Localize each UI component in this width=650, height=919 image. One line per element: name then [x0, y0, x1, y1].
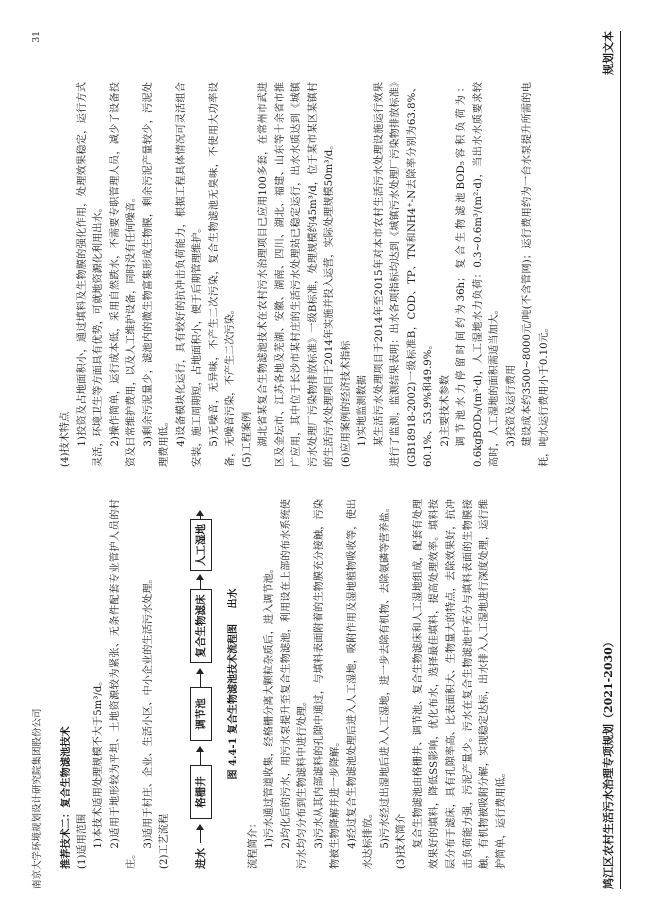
- paragraph: 建设成本约3500~8000元/吨(不含管网)；运行费用约为一台水泵提升所需的电耗，吨水运行费用小于0.10元。: [522, 82, 550, 467]
- paragraph: 1)本技术适用处理规模不大于5m³/d。: [93, 675, 105, 849]
- flow-out-label: 出水: [227, 588, 239, 609]
- right-column: [58, 82, 588, 467]
- paragraph: 3)剩余污泥量少，滤池内的微生物富集形成生物膜，剩余污泥产量较少，污泥处理费用低。: [142, 82, 171, 467]
- page-number: 31: [32, 31, 42, 43]
- left-column-bottom: [246, 499, 510, 869]
- header-title: 鸠江区农村生活污水治理专项规划（2021-2030）: [602, 636, 616, 889]
- left-column: [58, 499, 588, 869]
- flow-box-grille: 格栅井: [190, 765, 212, 819]
- flow-diagram: [180, 499, 224, 869]
- paragraph: 湖北省某复合生物滤池技术在农村污水治理项目已应用100多套，在常州市武进区及金坛市、江苏各地及芜湖、安徽、湖南、四川、湖北、福建、山东等十余省市推广应用，其中位于长沙市某村庄的生活污水处理站已稳定运行，出水水质达到《城镇污水处理厂污染物排放标准》一级B标准，处理规模约45m³/d，位于某市某区某镇村的生活污水处理项目于2014年实施并投入运营，实际处理规模50m³/d。: [258, 82, 336, 467]
- paragraph: (6)应用案例的经济技术指标: [340, 340, 352, 467]
- paragraph: 2)主要技术参数: [439, 375, 451, 447]
- flow-box-bio-filter: 复合生物滤床: [190, 589, 212, 663]
- paragraph: 5)污水经过出湿地后进入人工湿地，进一步去除有机物、去除氨磷等营养盐。: [379, 501, 391, 849]
- arrow-icon: [200, 669, 201, 687]
- paragraph: 1)污水通过管道收集，经格栅分离大颗粒杂质后，进入调节池。: [264, 563, 276, 849]
- paragraph: (2)工艺流程: [159, 813, 171, 869]
- flow-box-wetland: 人工湿地: [190, 519, 212, 571]
- paragraph: 1)实地监测数据: [357, 375, 369, 447]
- paragraph: (1)适用范围: [76, 813, 88, 869]
- paragraph: 4)设备模块化运行，具有较好的抗冲击负荷能力，根据工程具体情况可灵活组合安装，施工周期短，占地面积小，便于后期管理维护。: [175, 82, 204, 467]
- paragraph: 5)无噪音，无异味，不产生二次污染，复合生物滤池无臭味，不使用大功率设备，无噪音污染，不产生二次污染。: [208, 82, 237, 467]
- arrow-icon: [200, 511, 201, 519]
- arrow-icon: [200, 747, 201, 765]
- paragraph: 3)投资及运行费用: [505, 364, 517, 447]
- header-section: 规划文本: [602, 31, 616, 75]
- figure-caption: [226, 499, 242, 869]
- paragraph: 3)污水从其内部滤料的孔隙中通过，与填料表面附着的生物膜充分接触，污染物被生物降解并进一步降解。: [313, 499, 342, 869]
- paragraph: 某生活污水处理项目于2014年至2015年对本市农村生活污水处理设施运行效果进行了监测，监测结果表明：出水各项指标均达到《城镇污水处理厂污染物排放标准》(GB18918-2002)一级标准B，COD、TP、TN和NH4⁺-N去除率分别为63.8%、60.1%、53.9%和49.9%。: [373, 82, 435, 467]
- paragraph: 1)投资及占地面积小，通过填料及生物膜的强化作用，处理效果稳定，运行方式灵活，环境卫生等方面具有优势，可就地资源化利用出水。: [76, 82, 105, 467]
- paragraph: 2)适用于地形较为平坦、土地资源较为紧张、无条件配套专业管护人员的村庄。: [109, 499, 138, 869]
- paragraph: 2)操作简单，运行成本低，采用自然跌水，不需要专职管理人员，减少了设备投资及日常维护费用，以及人工维护设备，同时没有任何噪音。: [109, 82, 138, 467]
- paragraph: 4)经过复合生物滤池处理后进入人工湿地，吸附作用及湿地植物吸收等，使出水达标排放。: [346, 499, 375, 869]
- flow-in-label: 进水: [194, 848, 207, 869]
- paragraph: (4)技术特点: [60, 411, 71, 467]
- paragraph: 2)均化后的污水，用污水泵提升至复合生物滤池，利用设在上部的布水系统使污水均匀分布到生物滤料中进行处理。: [280, 499, 309, 869]
- paragraph: 复合生物滤池由格栅井、调节池、复合生物滤床和人工湿地组成，配套有处理效果好的填料，降低SS影响，优化布水，选择最佳填料，提高处理效率。填料按层分布于滤床，具有孔隙率高、比表面积大、生物量大的特点，去除效果好，抗冲击负荷能力强，污泥产量少。污水在复合生物滤池中充分与填料表面的生物膜接触，有机物被吸附分解，实现稳定达标，出水排入人工湿地进行深度处理，运行维护简单，运行费用低。: [412, 499, 507, 869]
- paragraph: 调节池水力停留时间约为36h；复合生物滤池BOD₅容积负荷为：0.6kgBOD₅/(m³·d)，人工湿地水力负荷：0.3~0.6m³/(m²·d)，当出水水质要求较高时，人工湿地的面积需适当加大。: [456, 82, 501, 467]
- footer-company: 南京大学环境规划设计研究院集团股份公司: [32, 708, 43, 889]
- left-column-top: [58, 499, 174, 869]
- caption-text: 图 4.4-1 复合生物滤池技术流程图: [227, 624, 239, 780]
- running-header: [600, 31, 621, 889]
- paragraph: (5)工程案例: [241, 411, 253, 467]
- arrow-icon: [200, 575, 201, 589]
- paragraph: (3)技术简介: [396, 813, 408, 869]
- arrow-icon: [200, 825, 201, 843]
- flow-box-regulating-pool: 调节池: [190, 687, 212, 741]
- paragraph: 流程简介：: [247, 818, 259, 869]
- paragraph: 推荐技术二：复合生物滤池技术: [60, 726, 72, 869]
- paragraph: 3)适用于村庄、企业、生活小区、中小企业的生活污水处理。: [142, 573, 154, 849]
